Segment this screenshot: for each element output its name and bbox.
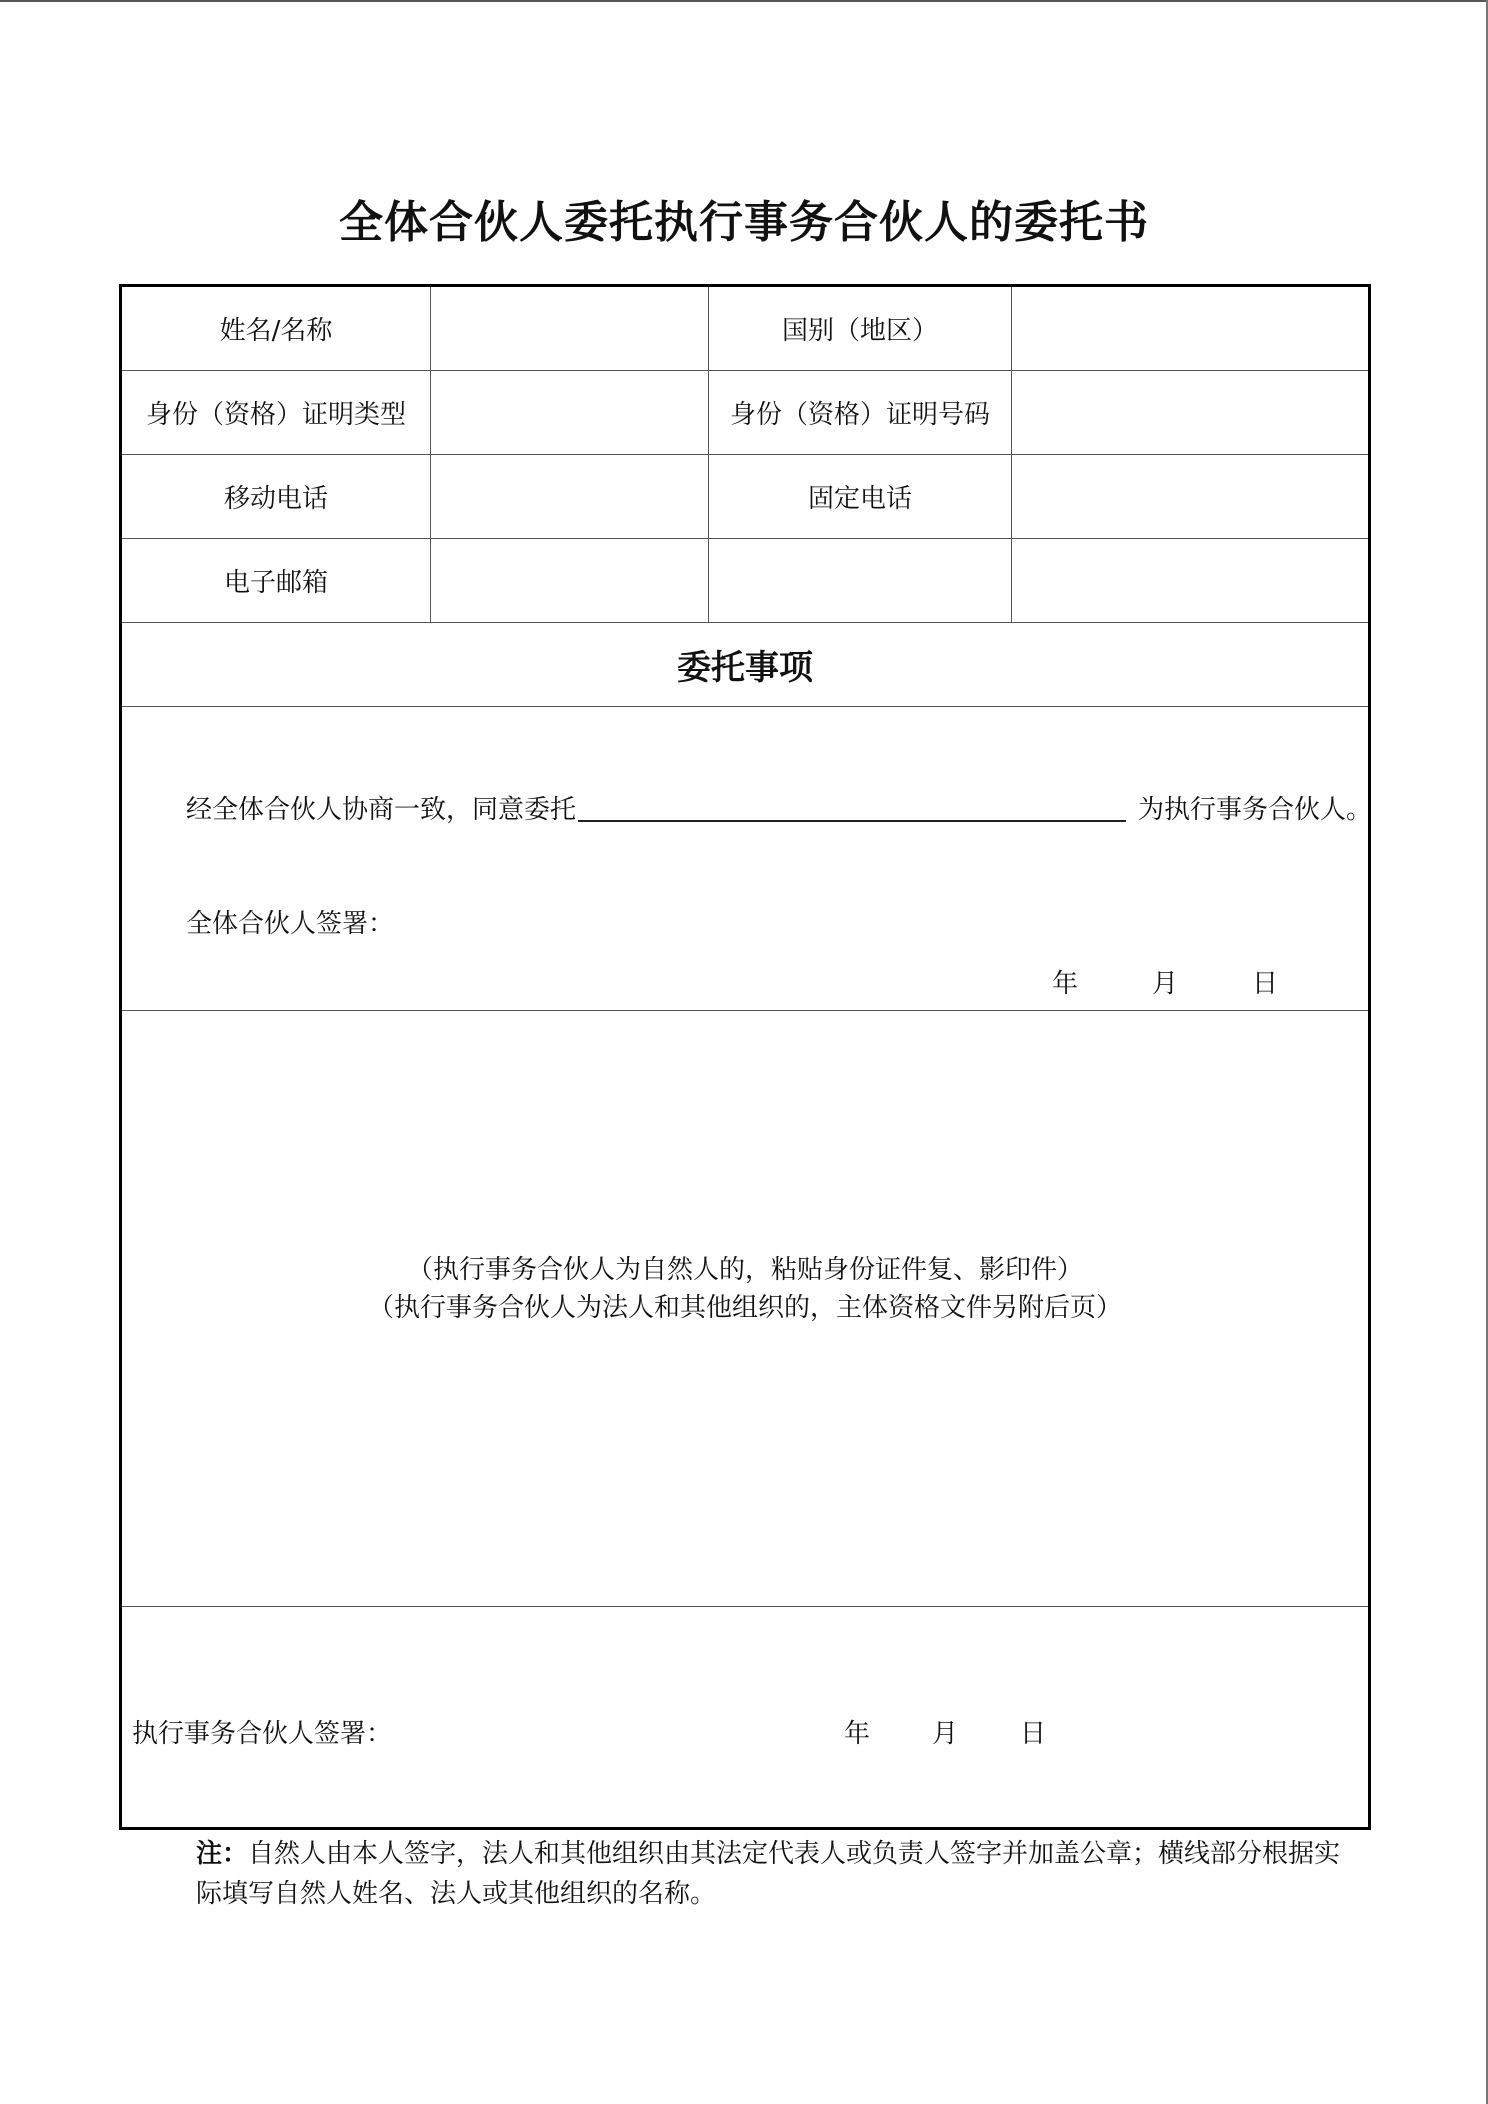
label-country: 国别（地区） bbox=[709, 287, 1012, 370]
document-title: 全体合伙人委托执行事务合伙人的委托书 bbox=[339, 197, 1149, 248]
consent-date bbox=[1052, 963, 1278, 1000]
info-row-email bbox=[122, 539, 1368, 623]
executive-sign-date bbox=[844, 1713, 1046, 1750]
field-id-type[interactable] bbox=[431, 371, 709, 454]
note-label: 注： bbox=[196, 1839, 249, 1869]
all-partners-sign-label: 全体合伙人签署： bbox=[186, 909, 395, 939]
year-label: 年 bbox=[844, 1719, 871, 1749]
month-label: 月 bbox=[932, 1719, 959, 1749]
entrustment-form bbox=[119, 284, 1371, 1830]
field-id-number[interactable] bbox=[1012, 371, 1368, 454]
attachment-line-natural-person: （执行事务合伙人为自然人的，粘贴身份证件复、影印件） bbox=[406, 1255, 1083, 1285]
executive-sign-area bbox=[122, 1607, 1368, 1827]
consent-prefix: 经全体合伙人协商一致，同意委托 bbox=[186, 795, 577, 825]
executive-sign-label: 执行事务合伙人签署： bbox=[132, 1719, 393, 1749]
label-landline: 固定电话 bbox=[709, 455, 1012, 538]
consent-section bbox=[122, 707, 1373, 1011]
note-text: 自然人由本人签字，法人和其他组织由其法定代表人或负责人签字并加盖公章；横线部分根据实际填写自然人姓名、法人或其他组织的名称。 bbox=[196, 1839, 1341, 1909]
attachment-line-legal-entity: （执行事务合伙人为法人和其他组织的，主体资格文件另附后页） bbox=[367, 1293, 1122, 1323]
month-label: 月 bbox=[1152, 969, 1179, 999]
year-label: 年 bbox=[1052, 969, 1079, 999]
label-id-number: 身份（资格）证明号码 bbox=[709, 371, 1012, 454]
field-email[interactable] bbox=[431, 539, 709, 622]
page-top-border bbox=[0, 0, 1488, 2]
section-heading: 委托事项 bbox=[122, 623, 1368, 707]
field-name[interactable] bbox=[431, 287, 709, 370]
attachment-instructions bbox=[122, 1251, 1368, 1327]
label-mobile: 移动电话 bbox=[122, 455, 431, 538]
attachment-area bbox=[122, 1011, 1368, 1607]
consent-statement bbox=[186, 789, 1372, 826]
delegate-name-blank[interactable] bbox=[578, 794, 1126, 822]
empty-value-cell[interactable] bbox=[1012, 539, 1368, 622]
empty-label-cell bbox=[709, 539, 1012, 622]
label-name: 姓名/名称 bbox=[122, 287, 431, 370]
info-row-phone bbox=[122, 455, 1368, 539]
day-label: 日 bbox=[1020, 1719, 1047, 1749]
field-mobile[interactable] bbox=[431, 455, 709, 538]
day-label: 日 bbox=[1252, 969, 1279, 999]
info-row-id bbox=[122, 371, 1368, 455]
label-id-type: 身份（资格）证明类型 bbox=[122, 371, 431, 454]
info-row-name bbox=[122, 287, 1368, 371]
consent-suffix: 为执行事务合伙人。 bbox=[1138, 795, 1373, 825]
field-landline[interactable] bbox=[1012, 455, 1368, 538]
field-country[interactable] bbox=[1012, 287, 1368, 370]
label-email: 电子邮箱 bbox=[122, 539, 431, 622]
footnote bbox=[196, 1834, 1356, 1914]
